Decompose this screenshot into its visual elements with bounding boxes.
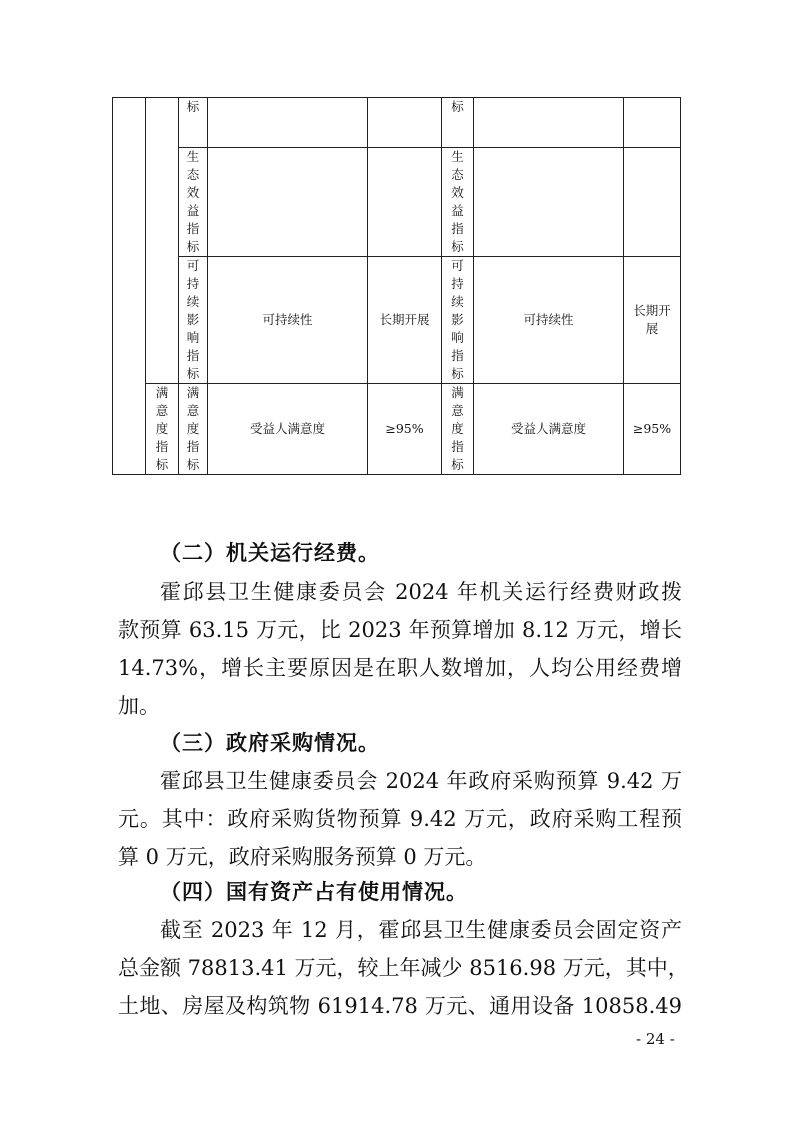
left-indicator-value — [368, 148, 442, 257]
table-row — [113, 257, 681, 384]
left-sub-indicator: 生态效益指标 — [179, 148, 208, 257]
paragraph-procurement — [118, 765, 682, 871]
category-indicator: 满意度指标 — [146, 384, 179, 475]
right-sub-indicator: 满意度指标 — [442, 384, 474, 475]
paragraph-line: 14.73%，增长主要原因是在职人数增加，人均公用经费增 — [118, 656, 682, 680]
right-indicator-value — [624, 148, 681, 257]
paragraph-operating-expenses — [118, 576, 682, 720]
paragraph-line: 算 0 万元，政府采购服务预算 0 万元。 — [118, 845, 487, 869]
paragraph-line: 款预算 63.15 万元，比 2023 年预算增加 8.12 万元，增长 — [118, 618, 682, 642]
left-sub-indicator: 满意度指标 — [179, 384, 208, 475]
paragraph-line: 霍邱县卫生健康委员会 2024 年机关运行经费财政拨 — [160, 580, 682, 604]
table-row — [113, 148, 681, 257]
right-indicator-item: 可持续性 — [474, 257, 624, 384]
left-indicator-item: 受益人满意度 — [208, 384, 368, 475]
section-heading-state-assets: （四）国有资产占有使用情况。 — [160, 879, 468, 904]
left-indicator-item: 可持续性 — [208, 257, 368, 384]
performance-indicator-table — [112, 97, 681, 475]
right-indicator-item: 受益人满意度 — [474, 384, 624, 475]
paragraph-line: 加。 — [118, 694, 160, 718]
section-heading-operating-expenses: （二）机关运行经费。 — [160, 540, 380, 565]
table-row — [113, 384, 681, 475]
level2-indicator-cell — [146, 98, 179, 384]
paragraph-line: 霍邱县卫生健康委员会 2024 年政府采购预算 9.42 万 — [160, 769, 682, 793]
right-indicator-item — [474, 148, 624, 257]
paragraph-line: 截至 2023 年 12 月，霍邱县卫生健康委员会固定资产 — [160, 918, 682, 942]
left-indicator-item — [208, 98, 368, 148]
paragraph-line: 总金额 78813.41 万元，较上年减少 8516.98 万元，其中， — [118, 956, 689, 980]
level1-indicator-cell — [113, 98, 146, 475]
right-sub-indicator: 生态效益指标 — [442, 148, 474, 257]
section-heading-procurement: （三）政府采购情况。 — [160, 730, 380, 755]
right-sub-indicator: 可持续影响指标 — [442, 257, 474, 384]
right-indicator-item — [474, 98, 624, 148]
page-number: - 24 - — [636, 1030, 675, 1048]
table-row — [113, 98, 681, 148]
left-indicator-value: ≥95% — [368, 384, 442, 475]
left-indicator-item — [208, 148, 368, 257]
left-indicator-value: 长期开展 — [368, 257, 442, 384]
right-indicator-value — [624, 98, 681, 148]
right-sub-indicator: 标 — [442, 98, 474, 148]
paragraph-line: 土地、房屋及构筑物 61914.78 万元、通用设备 10858.49 — [118, 994, 682, 1018]
left-sub-indicator: 可持续影响指标 — [179, 257, 208, 384]
paragraph-state-assets — [118, 914, 689, 1020]
paragraph-line: 元。其中：政府采购货物预算 9.42 万元，政府采购工程预 — [118, 807, 682, 831]
right-indicator-value: 长期开展 — [624, 257, 681, 384]
left-indicator-value — [368, 98, 442, 148]
right-indicator-value: ≥95% — [624, 384, 681, 475]
left-sub-indicator: 标 — [179, 98, 208, 148]
